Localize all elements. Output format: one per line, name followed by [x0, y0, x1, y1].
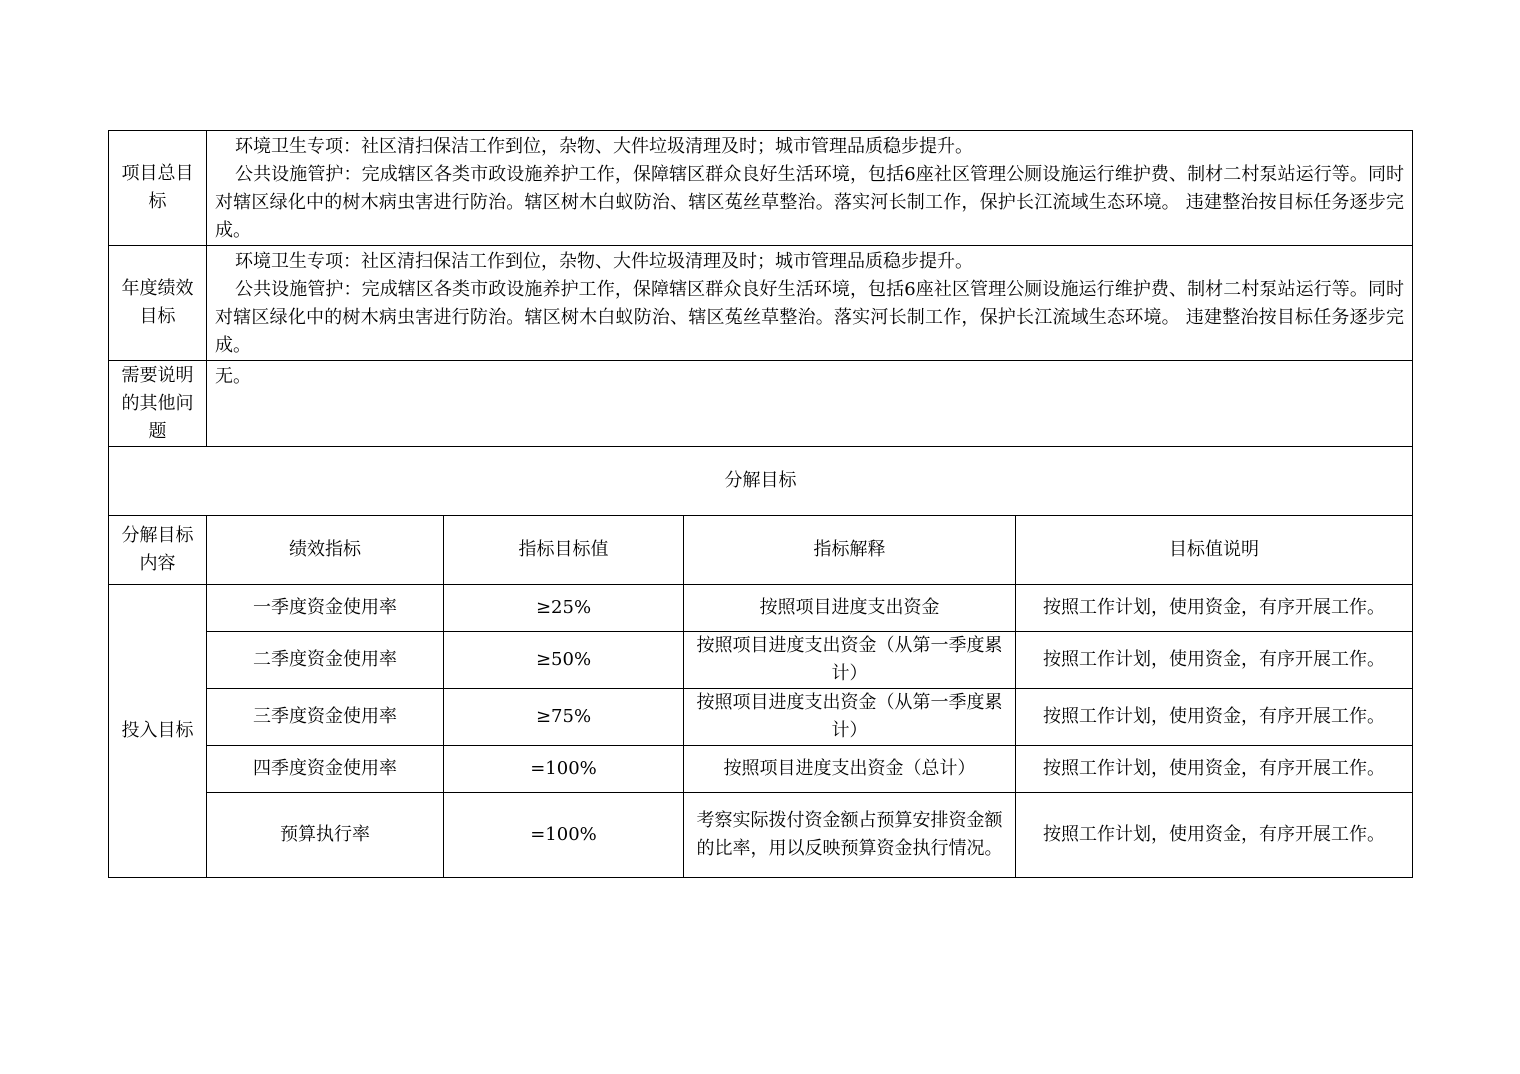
indicator-note: 按照工作计划，使用资金，有序开展工作。 — [1016, 632, 1413, 689]
header-indicator: 绩效指标 — [207, 516, 444, 585]
annual-goal-row — [109, 246, 1413, 361]
project-goal-content — [207, 131, 1413, 246]
indicator-explain: 按照项目进度支出资金（总计） — [684, 746, 1016, 793]
sub-goal-title: 分解目标 — [109, 447, 1413, 516]
annual-goal-para-1: 环境卫生专项：社区清扫保洁工作到位，杂物、大件垃圾清理及时；城市管理品质稳步提升。 — [235, 251, 973, 272]
project-goal-label: 项目总目标 — [109, 131, 207, 246]
header-sub-goal-content: 分解目标内容 — [109, 516, 207, 585]
header-explanation: 指标解释 — [684, 516, 1016, 585]
annual-goal-content — [207, 246, 1413, 361]
table-row — [109, 585, 1413, 632]
indicator-explain: 考察实际拨付资金额占预算安排资金额的比率，用以反映预算资金执行情况。 — [684, 793, 1016, 878]
table-row — [109, 632, 1413, 689]
project-goal-para-2: 公共设施管护：完成辖区各类市政设施养护工作，保障辖区群众良好生活环境，包括6座社区管理公厕设施运行维护费、制材二村泵站运行等。同时对辖区绿化中的树木病虫害进行防治。辖区树木白蚁防治、辖区菟丝草整治。落实河长制工作，保护长江流域生态环境。 违建整治按目标任务逐步完成。 — [215, 164, 1405, 241]
project-goal-para-1: 环境卫生专项：社区清扫保洁工作到位，杂物、大件垃圾清理及时；城市管理品质稳步提升。 — [235, 136, 973, 157]
table-row — [109, 689, 1413, 746]
table-row — [109, 793, 1413, 878]
indicator-note: 按照工作计划，使用资金，有序开展工作。 — [1016, 689, 1413, 746]
indicator-explain: 按照项目进度支出资金（从第一季度累计） — [684, 632, 1016, 689]
indicator-header-row — [109, 516, 1413, 585]
indicator-name: 一季度资金使用率 — [207, 585, 444, 632]
indicator-explain: 按照项目进度支出资金（从第一季度累计） — [684, 689, 1016, 746]
header-target-note: 目标值说明 — [1016, 516, 1413, 585]
document-page — [108, 130, 1412, 878]
performance-goal-table — [108, 130, 1413, 878]
table-row — [109, 746, 1413, 793]
annual-goal-para-2: 公共设施管护：完成辖区各类市政设施养护工作，保障辖区群众良好生活环境，包括6座社区管理公厕设施运行维护费、制材二村泵站运行等。同时对辖区绿化中的树木病虫害进行防治。辖区树木白蚁防治、辖区菟丝草整治。落实河长制工作，保护长江流域生态环境。 违建整治按目标任务逐步完成。 — [215, 279, 1405, 356]
other-issues-value: 无。 — [207, 361, 1413, 447]
indicator-target: =100% — [444, 793, 684, 878]
indicator-explain: 按照项目进度支出资金 — [684, 585, 1016, 632]
indicator-note: 按照工作计划，使用资金，有序开展工作。 — [1016, 746, 1413, 793]
indicator-target: =100% — [444, 746, 684, 793]
indicator-target: ≥50% — [444, 632, 684, 689]
indicator-target: ≥75% — [444, 689, 684, 746]
header-target-value: 指标目标值 — [444, 516, 684, 585]
other-issues-label: 需要说明的其他问题 — [109, 361, 207, 447]
indicator-name: 预算执行率 — [207, 793, 444, 878]
annual-goal-label: 年度绩效目标 — [109, 246, 207, 361]
indicator-target: ≥25% — [444, 585, 684, 632]
indicator-name: 三季度资金使用率 — [207, 689, 444, 746]
indicator-note: 按照工作计划，使用资金，有序开展工作。 — [1016, 793, 1413, 878]
group-label-input-goal: 投入目标 — [109, 585, 207, 878]
other-issues-row — [109, 361, 1413, 447]
sub-goal-title-row — [109, 447, 1413, 516]
indicator-name: 四季度资金使用率 — [207, 746, 444, 793]
indicator-note: 按照工作计划，使用资金，有序开展工作。 — [1016, 585, 1413, 632]
project-goal-row — [109, 131, 1413, 246]
indicator-name: 二季度资金使用率 — [207, 632, 444, 689]
